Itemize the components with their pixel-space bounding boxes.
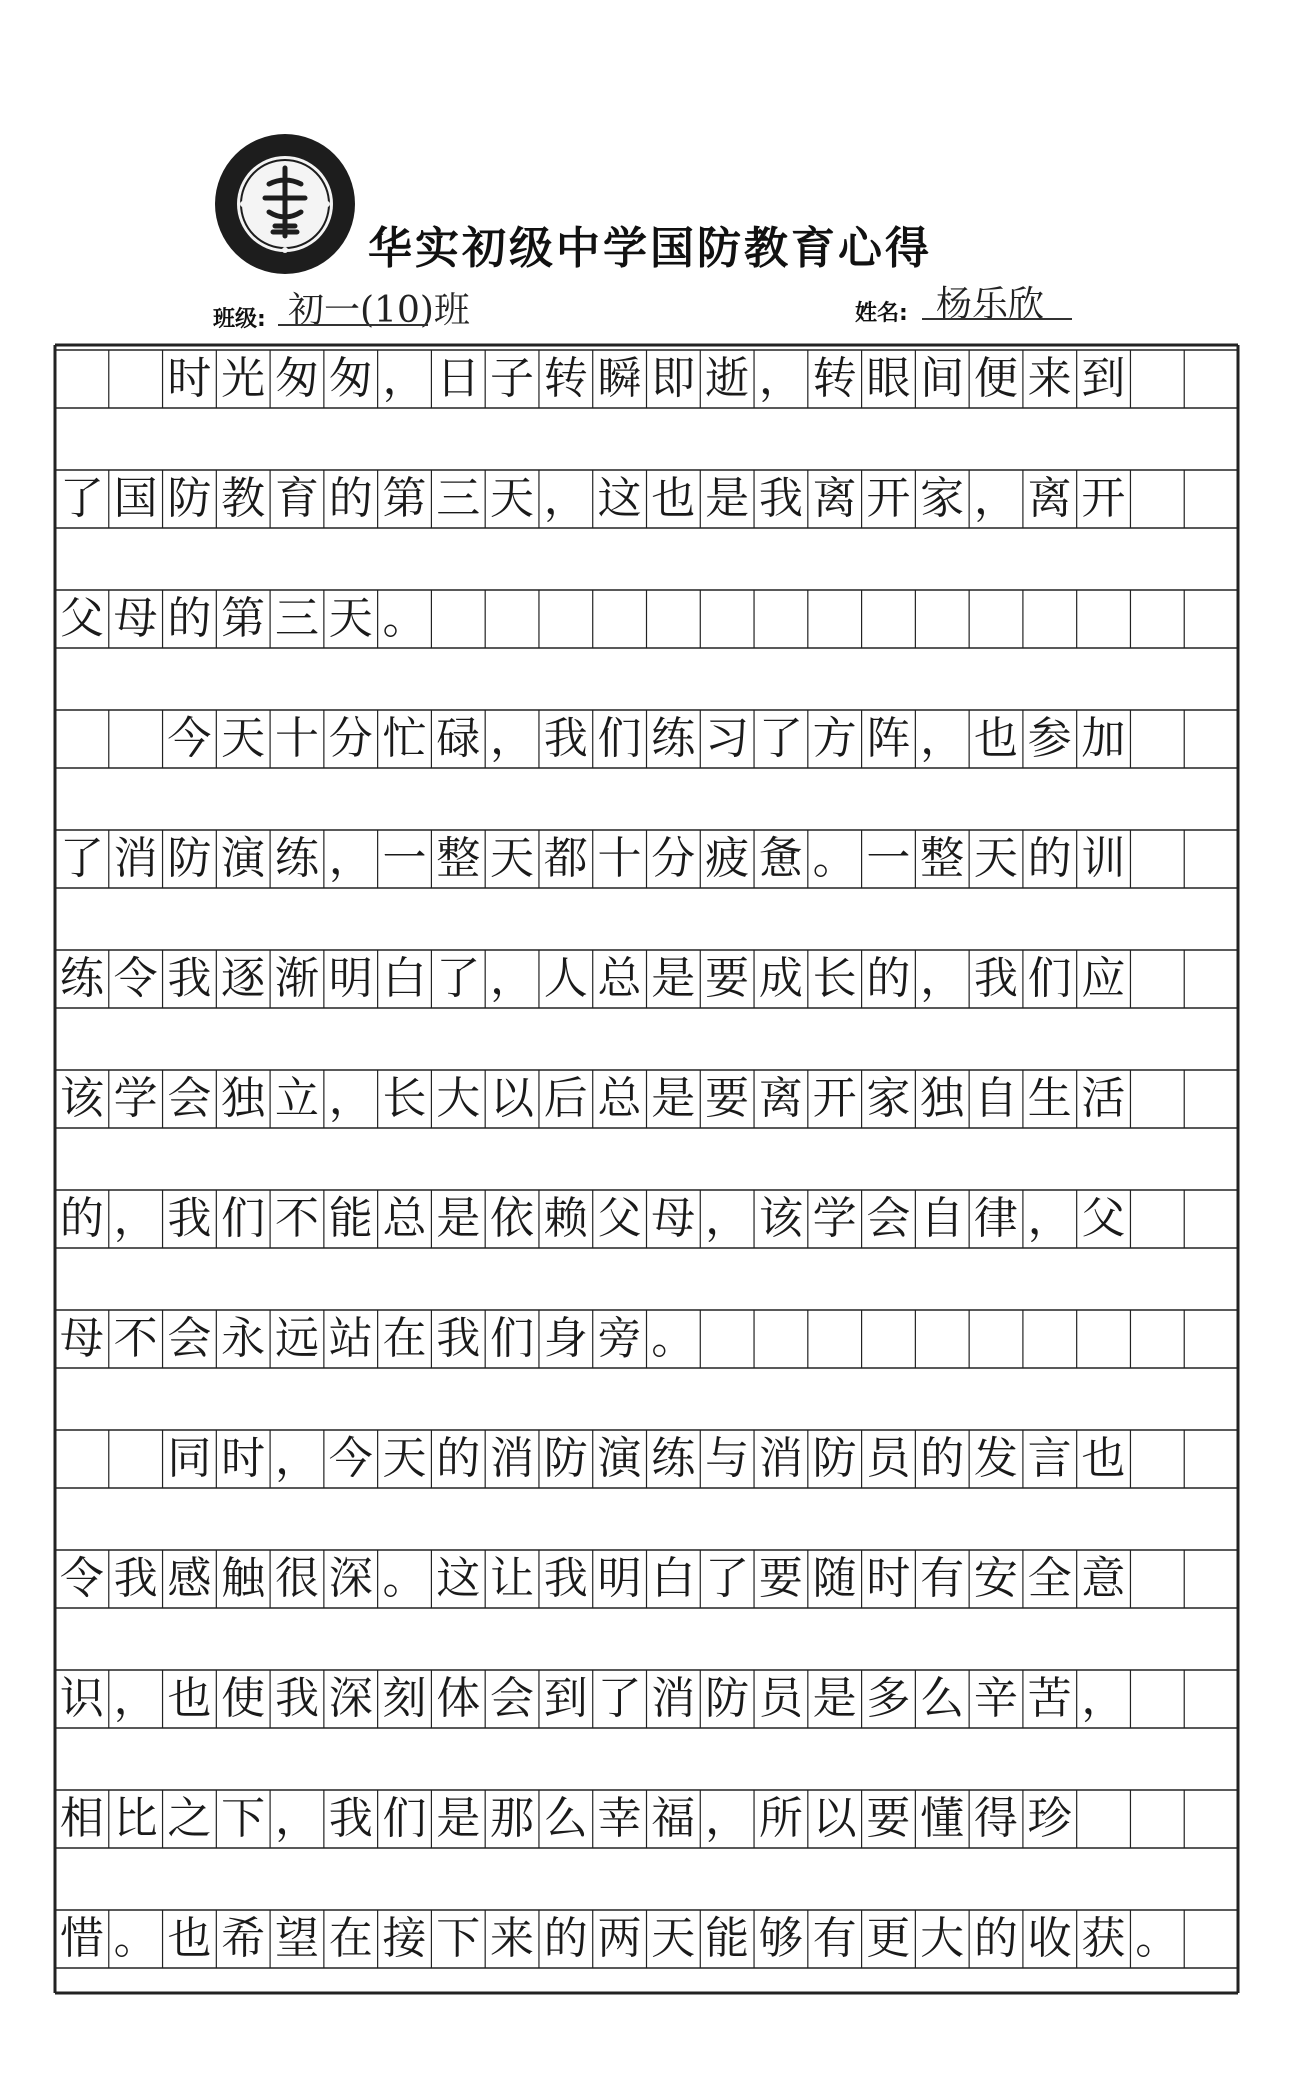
essay-char: ，: [705, 1793, 750, 1844]
essay-char: 了: [436, 953, 481, 1004]
essay-char: 今: [328, 1433, 373, 1484]
essay-char: 站: [328, 1313, 373, 1364]
essay-char: 能: [705, 1913, 750, 1964]
essay-char: 开: [812, 1073, 857, 1124]
name-value: 杨乐欣: [936, 284, 1045, 325]
essay-char: 福: [651, 1793, 696, 1844]
essay-char: 天: [382, 1433, 427, 1484]
essay-char: 们: [221, 1193, 266, 1244]
essay-char: 自: [973, 1073, 1018, 1124]
essay-char: 也: [1081, 1433, 1126, 1484]
essay-char: 了: [597, 1673, 642, 1724]
essay-char: 旁: [597, 1313, 642, 1364]
essay-char: 两: [597, 1913, 642, 1964]
essay-char: 幸: [597, 1793, 642, 1844]
essay-char: 惫: [758, 833, 803, 884]
essay-char: 家: [920, 473, 965, 524]
essay-char: 成: [758, 953, 803, 1004]
essay-line: [55, 350, 1238, 408]
essay-char: 转: [543, 353, 588, 404]
essay-char: 家: [866, 1073, 911, 1124]
essay-char: 子: [490, 353, 534, 404]
essay-line: [55, 1550, 1238, 1608]
essay-char: 是: [436, 1793, 481, 1844]
essay-char: 练: [59, 953, 104, 1004]
essay-char: ，: [328, 833, 373, 884]
essay-char: 我: [758, 473, 803, 524]
essay-char: 了: [705, 1553, 750, 1604]
essay-char: 我: [113, 1553, 158, 1604]
essay-char: 在: [328, 1913, 373, 1964]
essay-char: 我: [436, 1313, 481, 1364]
essay-char: 转: [812, 353, 857, 404]
essay-char: 天: [490, 833, 534, 884]
essay-char: ，: [758, 353, 803, 404]
essay-char: 参: [1027, 713, 1072, 764]
essay-char: 会: [167, 1313, 212, 1364]
essay-char: 活: [1081, 1073, 1126, 1124]
essay-char: ，: [920, 713, 965, 764]
essay-char: 人: [543, 953, 588, 1004]
essay-char: 日: [436, 353, 481, 404]
essay-char: ，: [113, 1193, 158, 1244]
essay-char: 下: [221, 1793, 266, 1844]
essay-char: 长: [812, 953, 857, 1004]
essay-char: 的: [1027, 833, 1072, 884]
essay-char: 是: [812, 1673, 857, 1724]
essay-char: 阵: [866, 713, 911, 764]
essay-char: 们: [597, 713, 642, 764]
essay-line: [55, 1790, 1238, 1848]
essay-char: ，: [382, 353, 427, 404]
essay-char: 天: [328, 593, 373, 644]
essay-char: [109, 350, 163, 408]
essay-char: 便: [973, 353, 1018, 404]
essay-char: 间: [920, 353, 965, 404]
essay-char: 学: [812, 1193, 857, 1244]
essay-char: 之: [167, 1793, 212, 1844]
essay-char: 大: [436, 1073, 481, 1124]
essay-char: 的: [973, 1913, 1018, 1964]
essay-char: 练: [651, 1433, 696, 1484]
essay-char: 明: [328, 953, 373, 1004]
essay-char: 们: [382, 1793, 427, 1844]
essay-char: 十: [274, 713, 319, 764]
essay-char: 天: [490, 473, 534, 524]
essay-char: 开: [1081, 473, 1126, 524]
essay-char: 会: [490, 1673, 534, 1724]
essay-char: 大: [920, 1913, 965, 1964]
essay-char: 有: [920, 1553, 965, 1604]
essay-char: 是: [436, 1193, 481, 1244]
essay-char: 碌: [436, 713, 481, 764]
essay-char: 深: [328, 1673, 373, 1724]
essay-char: ，: [113, 1673, 158, 1724]
essay-char: 即: [651, 353, 696, 404]
essay-char: 消: [490, 1433, 534, 1484]
essay-char: 我: [543, 713, 588, 764]
essay-char: 苦: [1027, 1673, 1072, 1724]
essay-line: [55, 470, 1238, 528]
essay-char: 明: [597, 1553, 642, 1604]
essay-char: ，: [973, 473, 1018, 524]
essay-char: 不: [113, 1313, 158, 1364]
essay-char: 匆: [274, 353, 319, 404]
essay-char: [55, 1430, 109, 1488]
essay-char: 刻: [382, 1673, 427, 1724]
essay-char: 在: [382, 1313, 427, 1364]
essay-char: 有: [812, 1913, 857, 1964]
essay-char: 要: [705, 1073, 750, 1124]
essay-char: 是: [651, 1073, 696, 1124]
essay-char: 父: [597, 1193, 642, 1244]
essay-char: 长: [382, 1073, 427, 1124]
essay-char: 消: [113, 833, 158, 884]
class-label: 班级:: [213, 307, 266, 332]
essay-char: 白: [382, 953, 427, 1004]
essay-char: 赖: [543, 1193, 588, 1244]
essay-char: 第: [382, 473, 427, 524]
essay-char: 珍: [1027, 1793, 1072, 1844]
essay-char: 育: [274, 473, 319, 524]
essay-char: 整: [436, 833, 481, 884]
essay-char: 多: [866, 1673, 911, 1724]
essay-char: 获: [1081, 1913, 1126, 1964]
essay-line: [55, 1310, 1238, 1368]
essay-char: 防: [543, 1433, 588, 1484]
essay-char: 疲: [705, 833, 750, 884]
essay-char: 离: [758, 1073, 803, 1124]
essay-char: 我: [328, 1793, 373, 1844]
essay-char: ，: [274, 1793, 319, 1844]
essay-char: 防: [167, 473, 212, 524]
essay-char: 希: [221, 1913, 266, 1964]
essay-char: 安: [973, 1553, 1018, 1604]
essay-char: 们: [1027, 953, 1072, 1004]
essay-char: 所: [758, 1793, 803, 1844]
essay-char: 永: [221, 1313, 266, 1364]
essay-char: 练: [274, 833, 319, 884]
essay-char: 言: [1027, 1433, 1072, 1484]
essay-char: 生: [1027, 1073, 1072, 1124]
essay-char: 么: [543, 1793, 588, 1844]
essay-char: 望: [274, 1913, 319, 1964]
essay-char: 么: [920, 1673, 965, 1724]
essay-char: [55, 350, 109, 408]
essay-char: 与: [705, 1433, 750, 1484]
essay-line: [55, 1430, 1238, 1488]
essay-char: 训: [1081, 833, 1126, 884]
essay-char: 分: [651, 833, 696, 884]
essay-char: 应: [1081, 953, 1126, 1004]
essay-char: 第: [221, 593, 266, 644]
essay-char: 也: [167, 1913, 212, 1964]
essay-char: 会: [167, 1073, 212, 1124]
essay-char: 感: [167, 1553, 212, 1604]
essay-char: ，: [1081, 1673, 1126, 1724]
essay-char: 三: [436, 473, 481, 524]
essay-char: 的: [543, 1913, 588, 1964]
essay-char: 天: [973, 833, 1018, 884]
essay-char: 习: [705, 713, 750, 764]
essay-line: [55, 590, 1238, 648]
essay-char: ，: [920, 953, 965, 1004]
essay-char: 父: [1081, 1193, 1126, 1244]
essay-char: 身: [543, 1313, 588, 1364]
essay-char: ，: [1027, 1193, 1072, 1244]
essay-char: 匆: [328, 353, 373, 404]
essay-char: 教: [221, 473, 266, 524]
essay-char: 三: [274, 593, 319, 644]
essay-char: 依: [490, 1193, 534, 1244]
essay-line: [55, 1670, 1238, 1728]
essay-char: 总: [382, 1193, 427, 1244]
essay-line: [55, 1910, 1238, 1968]
essay-char: 不: [274, 1193, 319, 1244]
essay-char: 够: [758, 1913, 803, 1964]
essay-char: 也: [973, 713, 1018, 764]
class-value: 初一(10)班: [288, 290, 470, 331]
essay-char: 更: [866, 1913, 911, 1964]
essay-char: 防: [705, 1673, 750, 1724]
essay-char: ，: [490, 953, 534, 1004]
essay-char: 总: [597, 953, 642, 1004]
essay-char: 的: [59, 1193, 104, 1244]
essay-char: 都: [543, 833, 588, 884]
essay-char: 深: [328, 1553, 373, 1604]
essay-char: 防: [812, 1433, 857, 1484]
essay-char: 一: [382, 833, 427, 884]
essay-char: 以: [490, 1073, 534, 1124]
essay-char: 。: [382, 1553, 427, 1604]
essay-char: 律: [973, 1193, 1018, 1244]
essay-char: ，: [274, 1433, 319, 1484]
essay-char: 我: [973, 953, 1018, 1004]
essay-char: 时: [221, 1433, 266, 1484]
essay-char: ，: [328, 1073, 373, 1124]
essay-char: 我: [274, 1673, 319, 1724]
essay-char: 国: [113, 473, 158, 524]
essay-char: 。: [812, 833, 857, 884]
essay-char: 识: [59, 1673, 104, 1724]
essay-char: 的: [167, 593, 212, 644]
essay-char: 天: [651, 1913, 696, 1964]
essay-char: 的: [920, 1433, 965, 1484]
essay-char: 我: [543, 1553, 588, 1604]
essay-char: 逝: [705, 353, 750, 404]
essay-char: 了: [59, 473, 104, 524]
essay-char: 很: [274, 1553, 319, 1604]
essay-char: 远: [274, 1313, 319, 1364]
essay-char: [55, 710, 109, 768]
essay-char: 懂: [920, 1793, 965, 1844]
essay-char: 来: [490, 1913, 534, 1964]
essay-line: [55, 1070, 1238, 1128]
essay-char: ，: [543, 473, 588, 524]
essay-char: 离: [1027, 473, 1072, 524]
essay-line: [55, 830, 1238, 888]
essay-char: 白: [651, 1553, 696, 1604]
essay-char: 演: [597, 1433, 642, 1484]
essay-char: 消: [758, 1433, 803, 1484]
essay-char: 加: [1081, 713, 1126, 764]
essay-char: 消: [651, 1673, 696, 1724]
essay-char: 接: [382, 1913, 427, 1964]
essay-char: 发: [973, 1433, 1018, 1484]
essay-char: ，: [705, 1193, 750, 1244]
essay-char: 立: [274, 1073, 319, 1124]
essay-char: [109, 710, 163, 768]
essay-char: 。: [113, 1913, 158, 1964]
essay-char: 体: [436, 1673, 481, 1724]
essay-char: 全: [1027, 1553, 1072, 1604]
essay-char: 那: [490, 1793, 534, 1844]
essay-line: [55, 710, 1238, 768]
essay-char: 母: [651, 1193, 696, 1244]
essay-line: [55, 1190, 1238, 1248]
essay-char: 令: [59, 1553, 104, 1604]
essay-char: 要: [758, 1553, 803, 1604]
essay-char: 这: [436, 1553, 481, 1604]
essay-char: 随: [812, 1553, 857, 1604]
essay-char: 们: [490, 1313, 534, 1364]
essay-char: 分: [328, 713, 373, 764]
essay-char: 自: [920, 1193, 965, 1244]
essay-char: 忙: [382, 713, 427, 764]
essay-char: 的: [866, 953, 911, 1004]
essay-char: 今: [167, 713, 212, 764]
essay-char: 也: [651, 473, 696, 524]
essay-char: 的: [328, 473, 373, 524]
essay-char: 母: [59, 1313, 104, 1364]
essay-char: 时: [866, 1553, 911, 1604]
essay-char: 触: [221, 1553, 266, 1604]
essay-char: 方: [812, 713, 857, 764]
essay-char: 了: [758, 713, 803, 764]
essay-char: 到: [543, 1673, 588, 1724]
essay-char: 后: [543, 1073, 588, 1124]
essay-char: 离: [812, 473, 857, 524]
essay-char: 瞬: [597, 353, 642, 404]
essay-char: 也: [167, 1673, 212, 1724]
essay-char: 总: [597, 1073, 642, 1124]
essay-char: 该: [59, 1073, 104, 1124]
essay-char: 来: [1027, 353, 1072, 404]
essay-char: 我: [167, 953, 212, 1004]
essay-char: 意: [1081, 1553, 1126, 1604]
essay-char: 学: [113, 1073, 158, 1124]
essay-char: 十: [597, 833, 642, 884]
essay-char: 光: [221, 353, 266, 404]
essay-char: 同: [167, 1433, 212, 1484]
essay-char: 渐: [274, 953, 319, 1004]
essay-char: 天: [221, 713, 266, 764]
essay-char: 会: [866, 1193, 911, 1244]
essay-char: 能: [328, 1193, 373, 1244]
name-label: 姓名:: [855, 301, 908, 326]
essay-char: 惜: [59, 1913, 104, 1964]
essay-char: 收: [1027, 1913, 1072, 1964]
essay-char: 时: [167, 353, 212, 404]
essay-char: 令: [113, 953, 158, 1004]
essay-char: 逐: [221, 953, 266, 1004]
essay-char: 整: [920, 833, 965, 884]
essay-char: 到: [1081, 353, 1126, 404]
essay-char: 是: [705, 473, 750, 524]
essay-char: 该: [758, 1193, 803, 1244]
essay-char: [109, 1430, 163, 1488]
essay-char: 员: [758, 1673, 803, 1724]
essay-char: 练: [651, 713, 696, 764]
essay-char: 独: [221, 1073, 266, 1124]
essay-char: 相: [59, 1793, 104, 1844]
essay-char: 演: [221, 833, 266, 884]
essay-char: 员: [866, 1433, 911, 1484]
essay-char: 辛: [973, 1673, 1018, 1724]
essay-char: 下: [436, 1913, 481, 1964]
essay-char: 得: [973, 1793, 1018, 1844]
essay-char: 要: [866, 1793, 911, 1844]
essay-char: 使: [221, 1673, 266, 1724]
essay-char: 是: [651, 953, 696, 1004]
essay-char: 。: [382, 593, 427, 644]
essay-char: 防: [167, 833, 212, 884]
essay-char: 独: [920, 1073, 965, 1124]
essay-char: 我: [167, 1193, 212, 1244]
essay-char: 让: [490, 1553, 534, 1604]
essay-line: [55, 950, 1238, 1008]
essay-char: ，: [490, 713, 534, 764]
essay-char: 。: [1135, 1913, 1180, 1964]
essay-char: 比: [113, 1793, 158, 1844]
essay-char: 了: [59, 833, 104, 884]
essay-char: 要: [705, 953, 750, 1004]
essay-char: 这: [597, 473, 642, 524]
essay-char: 眼: [866, 353, 911, 404]
essay-char: 母: [113, 593, 158, 644]
essay-char: 父: [59, 593, 104, 644]
essay-char: 以: [812, 1793, 857, 1844]
page-title: 华实初级中学国防教育心得: [368, 223, 932, 274]
essay-char: 一: [866, 833, 911, 884]
essay-char: 的: [436, 1433, 481, 1484]
essay-char: 开: [866, 473, 911, 524]
essay-char: 。: [651, 1313, 696, 1364]
